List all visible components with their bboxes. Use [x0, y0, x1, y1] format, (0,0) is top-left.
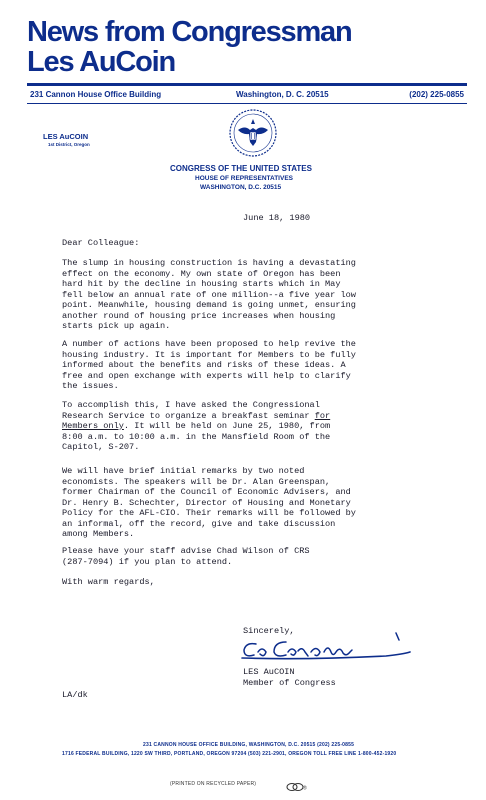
seminar-members-only-underlined: Members only — [62, 421, 124, 431]
signature-title: Member of Congress — [243, 678, 336, 688]
address-phone: (202) 225-0855 — [409, 90, 464, 99]
signature-name: LES AuCOIN — [243, 667, 295, 677]
seminar-line-5: Capitol, S-207. — [62, 442, 140, 452]
seminar-line-3: . It will be held on June 25, 1980, from — [123, 421, 331, 431]
house-seal-eagle-icon — [228, 108, 278, 158]
letterhead-city: WASHINGTON, D.C. 20515 — [200, 184, 282, 191]
paragraph-rsvp: Please have your staff advise Chad Wilson of CRS (287-7094) if you plan to attend. — [62, 546, 310, 567]
typist-initials: LA/dk — [62, 690, 88, 700]
sender-district: 1st District, Oregon — [48, 142, 90, 147]
masthead-rule-top — [27, 83, 467, 86]
seminar-line-4: 8:00 a.m. to 10:00 a.m. in the Mansfield Room of the — [62, 431, 331, 442]
footer-recycled-note: (PRINTED ON RECYCLED PAPER) — [170, 781, 257, 787]
handwritten-signature — [236, 630, 416, 664]
seminar-for-underlined: for — [314, 410, 331, 421]
recycled-logo-icon — [285, 779, 307, 792]
sender-name: LES AuCOIN — [43, 132, 89, 141]
masthead-name: Les AuCoin — [27, 46, 176, 78]
seminar-line-1: To accomplish this, I have asked the Congressional — [62, 400, 320, 410]
paragraph-housing-slump: The slump in housing construction is having a devastating effect on the economy. My own state of Oregon has been hard hit by the decline in housing starts which in May fell below an annual rate of one million--a five year low point. Meanwhile, housing demand is going unmet, ensuring another round of housing price increases when housing starts pick up again. — [62, 258, 356, 331]
address-city: Washington, D. C. 20515 — [236, 90, 329, 99]
address-bar — [30, 90, 464, 102]
masthead-rule-bottom — [27, 103, 467, 104]
paragraph-seminar — [62, 400, 462, 453]
address-building: 231 Cannon House Office Building — [30, 90, 162, 99]
letterhead-house: HOUSE OF REPRESENTATIVES — [195, 175, 293, 182]
seminar-line-2: Research Service to organize a breakfast seminar — [62, 410, 315, 421]
svg-text:®: ® — [303, 785, 307, 792]
masthead-title: News from Congressman — [27, 16, 352, 48]
footer-portland-office: 1716 FEDERAL BUILDING, 1220 SW THIRD, PORTLAND, OREGON 97204 (503) 221-2901, OREGON TOLL FREE LINE 1-800-452-1920 — [62, 751, 397, 757]
footer-dc-office: 231 CANNON HOUSE OFFICE BUILDING, WASHINGTON, D.C. 20515 (202) 225-0855 — [143, 742, 355, 748]
letter-date: June 18, 1980 — [243, 213, 311, 223]
paragraph-speakers: We will have brief initial remarks by two noted economists. The speakers will be Dr. Alan Greenspan, former Chairman of the Council of Economic Advisers, and Dr. Henry B. Schechter, Director of Housing and Monetary Policy for the AFL-CIO. Their remarks will be followed by an informal, off the record, give and take discussion among Members. — [62, 466, 356, 539]
letter-salutation: Dear Colleague: — [62, 238, 140, 248]
closing: Sincerely, — [243, 626, 295, 636]
paragraph-regards: With warm regards, — [62, 577, 155, 587]
letterhead-congress: CONGRESS OF THE UNITED STATES — [170, 164, 312, 173]
paragraph-proposed-actions: A number of actions have been proposed to help revive the housing industry. It is important for Members to be fully informed about the benefits and risks of these ideas. A free and open exchange with experts will help to clarify the issues. — [62, 339, 356, 391]
